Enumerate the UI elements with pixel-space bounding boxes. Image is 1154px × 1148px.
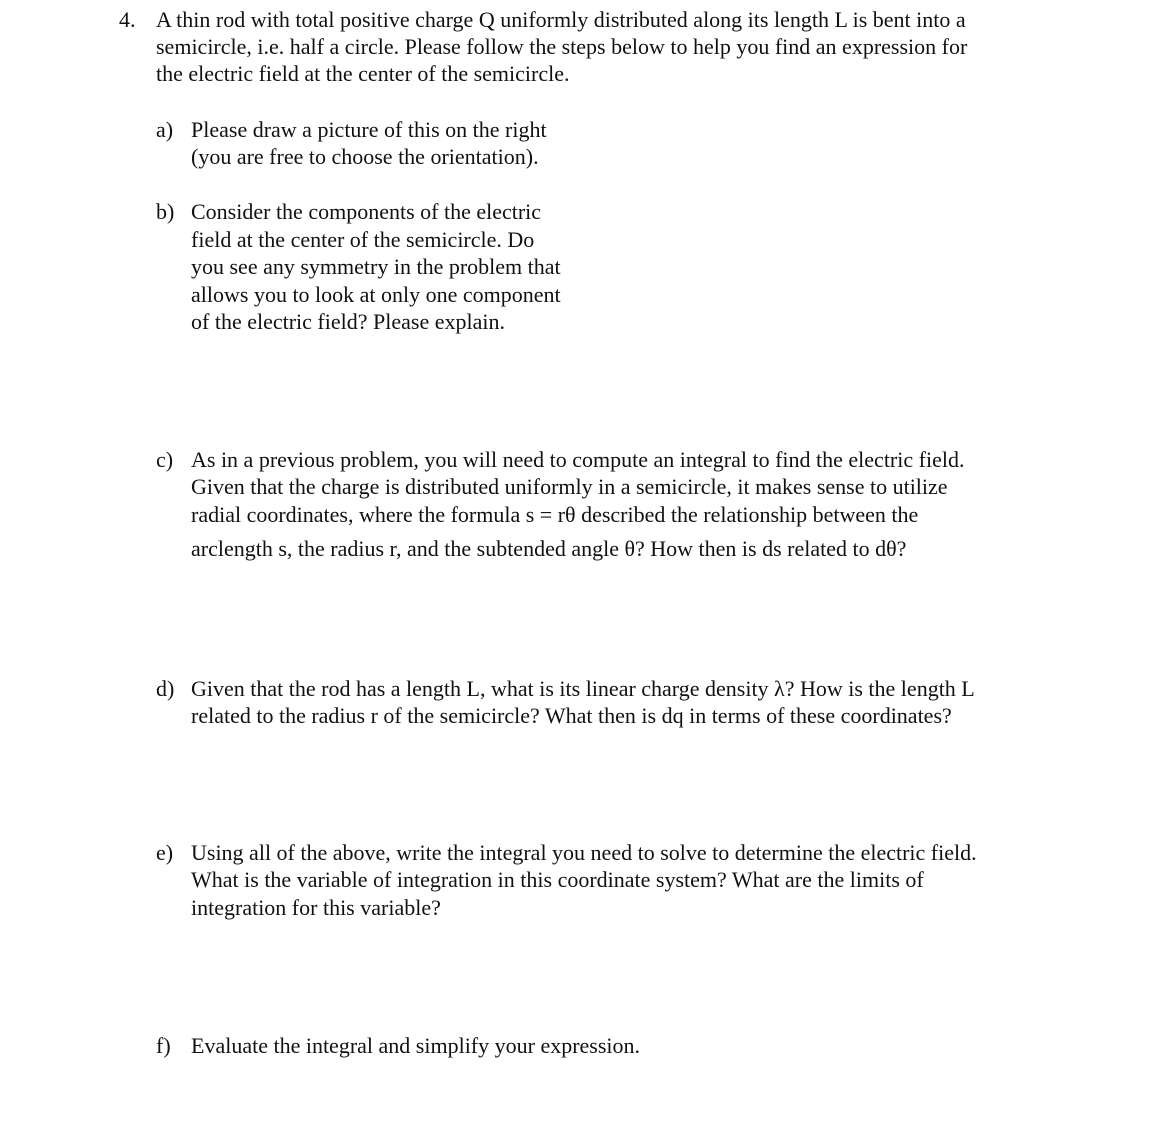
part-line: Given that the rod has a length L, what is its linear charge density λ? How is the length L (191, 676, 975, 701)
part-line: Please draw a picture of this on the right (191, 117, 547, 142)
part-label: e) (156, 840, 174, 865)
part-line: What is the variable of integration in this coordinate system? What are the limits of (191, 867, 924, 892)
part-label: f) (156, 1033, 171, 1058)
question-line: A thin rod with total positive charge Q uniformly distributed along its length L is bent into a (156, 7, 966, 32)
part-line: allows you to look at only one component (191, 282, 561, 307)
question-line: the electric field at the center of the semicircle. (156, 61, 570, 86)
part-line: Using all of the above, write the integral you need to solve to determine the electric field. (191, 840, 977, 865)
part-line: of the electric field? Please explain. (191, 309, 505, 334)
part-line: radial coordinates, where the formula s = rθ described the relationship between the (191, 502, 919, 527)
part-line: Evaluate the integral and simplify your expression. (191, 1033, 641, 1058)
part-line: integration for this variable? (191, 895, 441, 920)
part-line: related to the radius r of the semicircle? What then is dq in terms of these coordinates? (191, 703, 952, 728)
question-number: 4. (119, 7, 136, 32)
part-label: d) (156, 676, 175, 701)
part-line: you see any symmetry in the problem that (191, 254, 561, 279)
part-line: field at the center of the semicircle. Do (191, 227, 535, 252)
part-line: arclength s, the radius r, and the subtended angle θ? How then is ds related to dθ? (191, 536, 907, 561)
part-line: (you are free to choose the orientation). (191, 144, 539, 169)
part-line: As in a previous problem, you will need to compute an integral to find the electric field. (191, 447, 965, 472)
part-label: c) (156, 447, 174, 472)
part-label: b) (156, 199, 175, 224)
part-label: a) (156, 117, 174, 142)
part-line: Consider the components of the electric (191, 199, 542, 224)
part-line: Given that the charge is distributed uniformly in a semicircle, it makes sense to utilize (191, 474, 948, 499)
question-line: semicircle, i.e. half a circle. Please follow the steps below to help you find an expression for (156, 34, 968, 59)
